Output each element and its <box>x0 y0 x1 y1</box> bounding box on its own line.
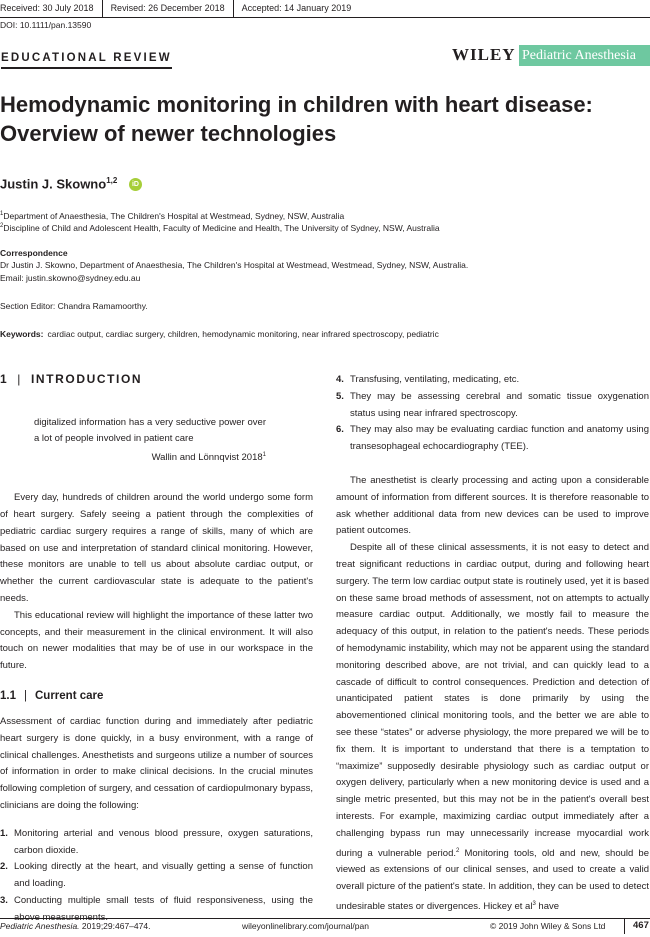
list-item-text: They may be assessing cerebral and somatic tissue oxygenation status using near infrared spectroscopy. <box>350 390 649 419</box>
article-title <box>0 90 640 148</box>
affiliation-1-text: Department of Anaesthesia, The Children's Hospital at Westmead, Sydney, NSW, Australia <box>3 210 345 221</box>
list-item <box>0 859 313 893</box>
accepted-date: Accepted: 14 January 2019 <box>241 3 352 13</box>
author-affiliation-sup: 1,2 <box>106 176 118 185</box>
header-divider <box>0 17 650 18</box>
section-separator: | <box>17 372 22 386</box>
care-paragraph: Assessment of cardiac function during and immediately after pediatric heart surgery is done quickly, in a busy environment, with a range of clinical challenges. Anesthetists and surgeons utilize a number of sources of information in order to make clinical decisions. In the crucial minutes following completion of surgery, and cessation of cardiopulmonary bypass, clinicians are doing the following: <box>0 715 313 811</box>
author-text: Justin J. Skowno <box>0 176 107 192</box>
list-item-text: Transfusing, ventilating, medicating, etc. <box>350 374 520 385</box>
keywords-text: cardiac output, cardiac surgery, children, hemodynamic monitoring, near infrared spectroscopy, pediatric <box>47 329 439 339</box>
quote-ref-sup[interactable]: 1 <box>262 452 266 458</box>
affiliation-2 <box>0 220 440 234</box>
title-line-1: Hemodynamic monitoring in children with heart disease: <box>0 92 593 117</box>
orcid-icon[interactable]: iD <box>129 178 142 191</box>
correspondence-label: Correspondence <box>0 248 68 258</box>
quote-text: digitalized information has a very seductive power over a lot of people involved in patient care <box>34 417 266 444</box>
right-paragraph-2 <box>336 540 649 916</box>
journal-badge: Pediatric Anesthesia <box>519 45 650 66</box>
list-item-number: 5. <box>336 390 344 402</box>
list-item-number: 3. <box>0 894 8 906</box>
list-item-text: Looking directly at the heart, and visually getting a sense of function and loading. <box>14 861 313 890</box>
keywords-label: Keywords: <box>0 329 44 339</box>
list-item <box>0 826 313 860</box>
correspondence-address: Dr Justin J. Skowno, Department of Anaesthesia, The Children's Hospital at Westmead, Westmead, Sydney, NSW, Australia. <box>0 260 469 270</box>
publisher-logo: WILEY <box>452 45 516 64</box>
right-paragraph-2-part-b: Monitoring tools, old and new, should be viewed as extensions of our clinical senses, and used to create a valid overall picture of the patient's state. In addition, they can be used to detect undesirable states or divergences. Hickey et al <box>336 847 650 913</box>
reference-sup-2[interactable]: 2 <box>456 847 460 854</box>
right-paragraph-1: The anesthetist is clearly processing and acting upon a considerable amount of information from different sources. It is therefore reasonable to ask whether additional data from new devices can be used to improve patient outcomes. <box>336 474 649 537</box>
subsection-separator: | <box>24 689 27 702</box>
list-item <box>336 372 649 389</box>
clinician-steps-list-continued <box>336 372 649 456</box>
list-item-number: 6. <box>336 424 344 436</box>
correspondence-email[interactable]: Email: justin.skowno@sydney.edu.au <box>0 273 141 283</box>
subsection-number: 1.1 <box>0 689 16 702</box>
footer-copyright: © 2019 John Wiley & Sons Ltd <box>490 921 606 931</box>
doi-link[interactable]: DOI: 10.1111/pan.13590 <box>0 20 92 30</box>
quote-attribution <box>34 447 266 466</box>
footer-journal-name: Pediatric Anesthesia. <box>0 921 80 931</box>
revised-date: Revised: 26 December 2018 <box>103 0 234 17</box>
quote-attribution-text: Wallin and Lönnqvist 2018 <box>151 452 263 464</box>
section-label: EDUCATIONAL REVIEW <box>1 52 172 69</box>
subsection-title: Current care <box>35 689 104 702</box>
section-heading-introduction <box>0 372 313 386</box>
list-item-number: 4. <box>336 374 344 385</box>
right-paragraph-2-part-a: Despite all of these clinical assessments, it is not easy to detect and treat significant reductions in cardiac output, during and following heart surgery. The term low cardiac output state is routinely used, yet it is based on these same broad methods of assessment, not on attempts to actually measure cardiac output. Additionally, we mostly fail to measure the adequacy of this output, in relation to the patient's needs. These periods of hemodynamic instability, which may not be apparent using the standard monitoring described above, are not trivial, and can quickly lead to a cascade of difficult to control consequences. Prediction and detection of unanticipated patient states is done primarily by using the abovementioned clinical monitoring tools, and the better we are able to see these “states” or adverse physiology, the more prepared we will be to fix them. It is important to understand that there is a temptation to “maximize” supposedly desirable physiology such as cardiac output or oxygen delivery, particularly when a new monitoring device is used and a single metric presented, but this may not be in the patient's overall best interests. For example, maximizing cardiac output immediately after a challenging bypass run may unnecessarily increase myocardial work during a vulnerable period. <box>336 542 649 859</box>
list-item-number: 2. <box>0 861 8 873</box>
list-item <box>336 389 649 423</box>
reference-sup-3[interactable]: 3 <box>532 901 536 908</box>
author-name[interactable] <box>0 176 142 191</box>
list-item-text: Conducting multiple small tests of fluid responsiveness, using the above measurements. <box>14 894 313 923</box>
title-line-2: Overview of newer technologies <box>0 121 337 146</box>
right-paragraph-2-part-c: have <box>535 901 560 913</box>
keywords-line <box>0 329 439 339</box>
list-item-number: 1. <box>0 827 8 839</box>
page-number: 467 <box>624 918 649 934</box>
subsection-heading-current-care <box>0 690 313 702</box>
left-column <box>0 372 313 926</box>
epigraph-quote <box>34 415 266 466</box>
section-editor: Section Editor: Chandra Ramamoorthy. <box>0 301 148 311</box>
list-item-text: They may also may be evaluating cardiac function and anatomy using transesophageal echocardiography (TEE). <box>350 424 649 453</box>
section-number: 1 <box>0 372 9 386</box>
right-column <box>336 372 649 916</box>
affiliation-2-text: Discipline of Child and Adolescent Health, Faculty of Medicine and Health, The University of Sydney, NSW, Australia <box>3 222 440 233</box>
footer-volume: 2019;29:467–474. <box>79 921 151 931</box>
list-item <box>336 422 649 456</box>
section-title: INTRODUCTION <box>31 372 143 386</box>
footer-citation <box>0 921 150 931</box>
list-item-text: Monitoring arterial and venous blood pressure, oxygen saturations, carbon dioxide. <box>14 827 313 856</box>
article-dates <box>0 0 359 17</box>
affiliation-1-sup: 1 <box>0 211 4 217</box>
clinician-steps-list <box>0 826 313 927</box>
footer-url[interactable]: wileyonlinelibrary.com/journal/pan <box>242 921 369 931</box>
intro-paragraph-1: Every day, hundreds of children around the world undergo some form of heart surgery. Safely seeing a patient through the complexities of pediatric cardiac surgery requires a range of skills, many of which are based on use and interpretation of standard clinical monitoring. However, these monitors are unable to tell us about absolute cardiac output, or whether the current cardiovascular state is adequate to the patient's needs. <box>0 492 313 604</box>
received-date: Received: 30 July 2018 <box>0 0 103 17</box>
footer-divider <box>0 918 650 919</box>
intro-paragraph-2: This educational review will highlight the importance of these latter two concepts, and their measurement in the clinical environment. It will also touch on newer modalities that may be of use in our workspace in the future. <box>0 609 313 672</box>
affiliation-2-sup: 2 <box>0 223 4 229</box>
